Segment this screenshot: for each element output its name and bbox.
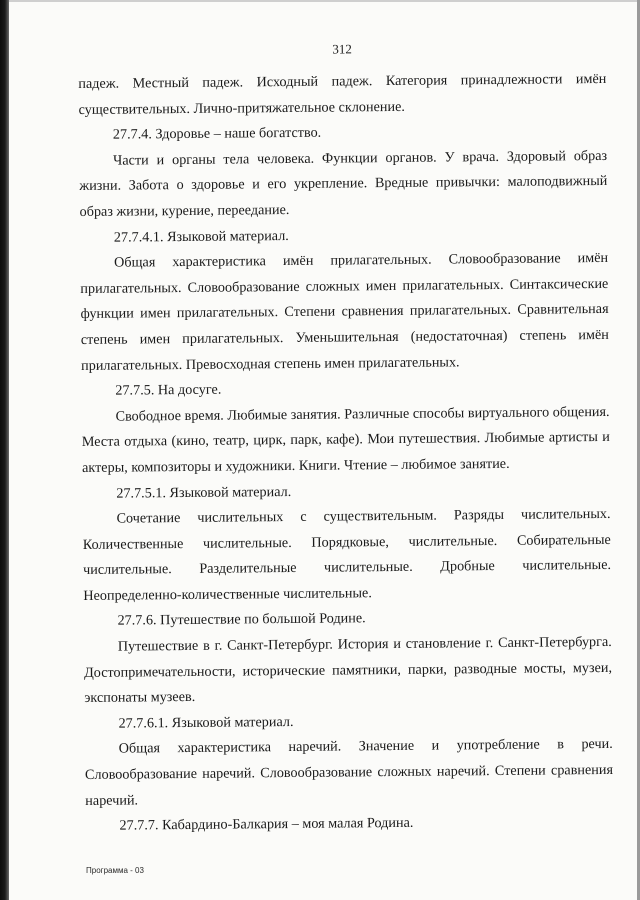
heading-travel-language: 27.7.6.1. Языковой материал. xyxy=(118,713,294,732)
scan-top-edge xyxy=(0,0,640,2)
heading-travel: 27.7.6. Путешествие по большой Родине. xyxy=(117,610,366,630)
heading-leisure-language: 27.7.5.1. Языковой материал. xyxy=(116,483,292,502)
heading-leisure: 27.7.5. На досуге. xyxy=(115,381,222,399)
paragraph-leisure: Свободное время. Любимые занятия. Различные способы виртуального общения. Места отдыха (кино, театр, цирк, парк, кафе). Мои путешествия. Любимые артисты и актеры, композиторы и художники. Книги. Чтение – любимое занятие. xyxy=(81,403,610,476)
footer-program-label: Программа - 03 xyxy=(86,866,144,875)
heading-health-language: 27.7.4.1. Языковой материал. xyxy=(113,227,289,246)
paragraph-numerals: Сочетание числительных с существительным. Разряды числительных. Количественные числительные. Порядковые, числительные. Собирательные числительные. Разделительные числительные. Дробные числительные. Неопределенно-количественные числительные. xyxy=(82,506,612,604)
heading-homeland: 27.7.7. Кабардино-Балкария – моя малая Родина. xyxy=(119,815,414,834)
paragraph-adjectives: Общая характеристика имён прилагательных. Словообразование имён прилагательных. Словообразование сложных имен прилагательных. Синтаксические функции имен прилагательных. Степени сравнения прилагательных. Сравнительная степень имен прилагательных. Уменьшительная (недостаточная) степень имён прилагательных. Превосходная степень имен прилагательных. xyxy=(80,250,609,374)
scan-left-shadow xyxy=(0,0,9,900)
paragraph-travel: Путешествие в г. Санкт-Петербург. История и становление г. Санкт-Петербурга. Достопримечательности, исторические памятники, парки, разводные мосты, музеи, экспонаты музеев. xyxy=(83,633,613,707)
paragraph-cases: падеж. Местный падеж. Исходный падеж. Категория принадлежности имён существительных. Лично-притяжательное склонение. xyxy=(78,70,607,118)
paragraph-health: Части и органы тела человека. Функции органов. У врача. Здоровый образ жизни. Забота о здоровье и его укрепление. Вредные привычки: малоподвижный образ жизни, курение, переедание. xyxy=(79,147,608,220)
page-body xyxy=(78,39,614,840)
page-number: 312 xyxy=(332,41,352,57)
heading-health: 27.7.4. Здоровье – наше богатство. xyxy=(112,124,322,143)
paragraph-adverbs: Общая характеристика наречий. Значение и употребление в речи. Словообразование наречий. Словообразование сложных наречий. Степени сравнения наречий. xyxy=(84,736,614,809)
